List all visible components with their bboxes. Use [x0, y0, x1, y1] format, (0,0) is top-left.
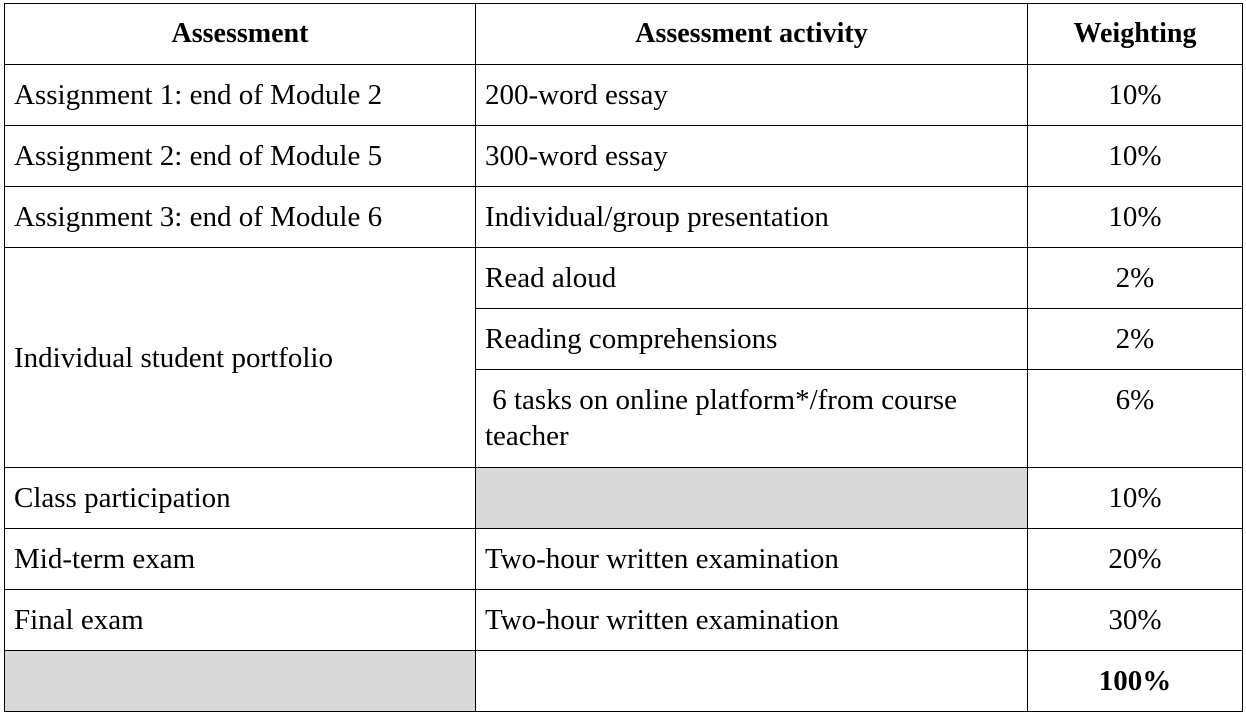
total-activity-empty-cell	[476, 651, 1028, 712]
activity-cell: 6 tasks on online platform*/from course teacher	[476, 370, 1028, 468]
table-row	[5, 248, 1243, 309]
header-weighting: Weighting	[1028, 4, 1243, 65]
assessment-cell: Class participation	[5, 468, 476, 529]
total-weighting-cell: 100%	[1028, 651, 1243, 712]
total-empty-cell	[5, 651, 476, 712]
table-row	[5, 590, 1243, 651]
header-assessment-activity: Assessment activity	[476, 4, 1028, 65]
activity-cell: Read aloud	[476, 248, 1028, 309]
weighting-cell: 2%	[1028, 309, 1243, 370]
assessment-cell: Final exam	[5, 590, 476, 651]
assessment-cell: Mid-term exam	[5, 529, 476, 590]
weighting-cell: 2%	[1028, 248, 1243, 309]
activity-cell: Reading comprehensions	[476, 309, 1028, 370]
table-row	[5, 126, 1243, 187]
table-row	[5, 468, 1243, 529]
assessment-cell: Assignment 2: end of Module 5	[5, 126, 476, 187]
header-row	[5, 4, 1243, 65]
weighting-cell: 10%	[1028, 65, 1243, 126]
weighting-cell: 10%	[1028, 126, 1243, 187]
activity-cell-empty	[476, 468, 1028, 529]
activity-cell: Two-hour written examination	[476, 590, 1028, 651]
header-assessment: Assessment	[5, 4, 476, 65]
weighting-cell: 10%	[1028, 187, 1243, 248]
table-row	[5, 187, 1243, 248]
activity-cell: 300-word essay	[476, 126, 1028, 187]
weighting-cell: 20%	[1028, 529, 1243, 590]
table-row	[5, 65, 1243, 126]
weighting-cell: 6%	[1028, 370, 1243, 468]
weighting-cell: 10%	[1028, 468, 1243, 529]
activity-cell: Individual/group presentation	[476, 187, 1028, 248]
activity-cell: 200-word essay	[476, 65, 1028, 126]
assessment-table	[4, 3, 1243, 712]
table-row	[5, 529, 1243, 590]
activity-cell: Two-hour written examination	[476, 529, 1028, 590]
weighting-cell: 30%	[1028, 590, 1243, 651]
total-row	[5, 651, 1243, 712]
assessment-cell: Assignment 1: end of Module 2	[5, 65, 476, 126]
portfolio-assessment-cell: Individual student portfolio	[5, 248, 476, 468]
assessment-cell: Assignment 3: end of Module 6	[5, 187, 476, 248]
